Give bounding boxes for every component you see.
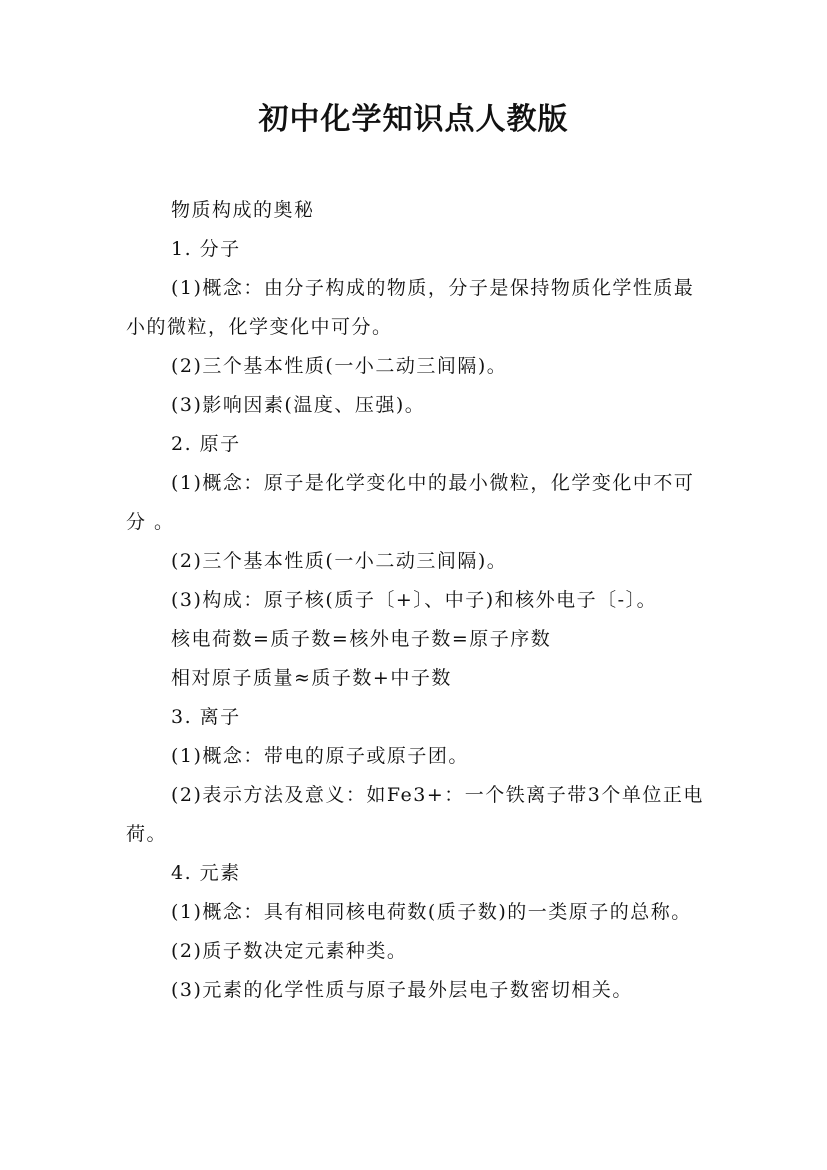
paragraph: (2)表示方法及意义：如Fe3+：一个铁离子带3个单位正电荷。 bbox=[126, 784, 704, 845]
paragraph: (2)质子数决定元素种类。 bbox=[171, 940, 408, 962]
paragraph: (1)概念：原子是化学变化中的最小微粒，化学变化中不可分 。 bbox=[126, 472, 695, 533]
subsection-heading-element: 4. 元素 bbox=[171, 862, 241, 884]
paragraph: (3)构成：原子核(质子〔+〕、中子)和核外电子〔-〕。 bbox=[171, 589, 658, 611]
section-heading: 物质构成的奥秘 bbox=[171, 199, 315, 221]
subsection-heading-molecule: 1. 分子 bbox=[171, 238, 241, 260]
paragraph: 相对原子质量≈质子数+中子数 bbox=[171, 667, 452, 689]
paragraph: (1)概念：带电的原子或原子团。 bbox=[171, 745, 469, 767]
paragraph: (2)三个基本性质(一小二动三间隔)。 bbox=[171, 550, 508, 572]
document-title: 初中化学知识点人教版 bbox=[258, 102, 569, 137]
paragraph: (3)元素的化学性质与原子最外层电子数密切相关。 bbox=[171, 979, 633, 1001]
paragraph: 核电荷数=质子数=核外电子数=原子序数 bbox=[171, 628, 552, 650]
paragraph: (2)三个基本性质(一小二动三间隔)。 bbox=[171, 355, 508, 377]
subsection-heading-atom: 2. 原子 bbox=[171, 433, 241, 455]
subsection-heading-ion: 3. 离子 bbox=[171, 706, 241, 728]
paragraph: (3)影响因素(温度、压强)。 bbox=[171, 394, 426, 416]
paragraph: (1)概念：由分子构成的物质，分子是保持物质化学性质最小的微粒，化学变化中可分。 bbox=[126, 277, 695, 338]
document-body bbox=[126, 191, 706, 1010]
paragraph: (1)概念：具有相同核电荷数(质子数)的一类原子的总称。 bbox=[171, 901, 692, 923]
